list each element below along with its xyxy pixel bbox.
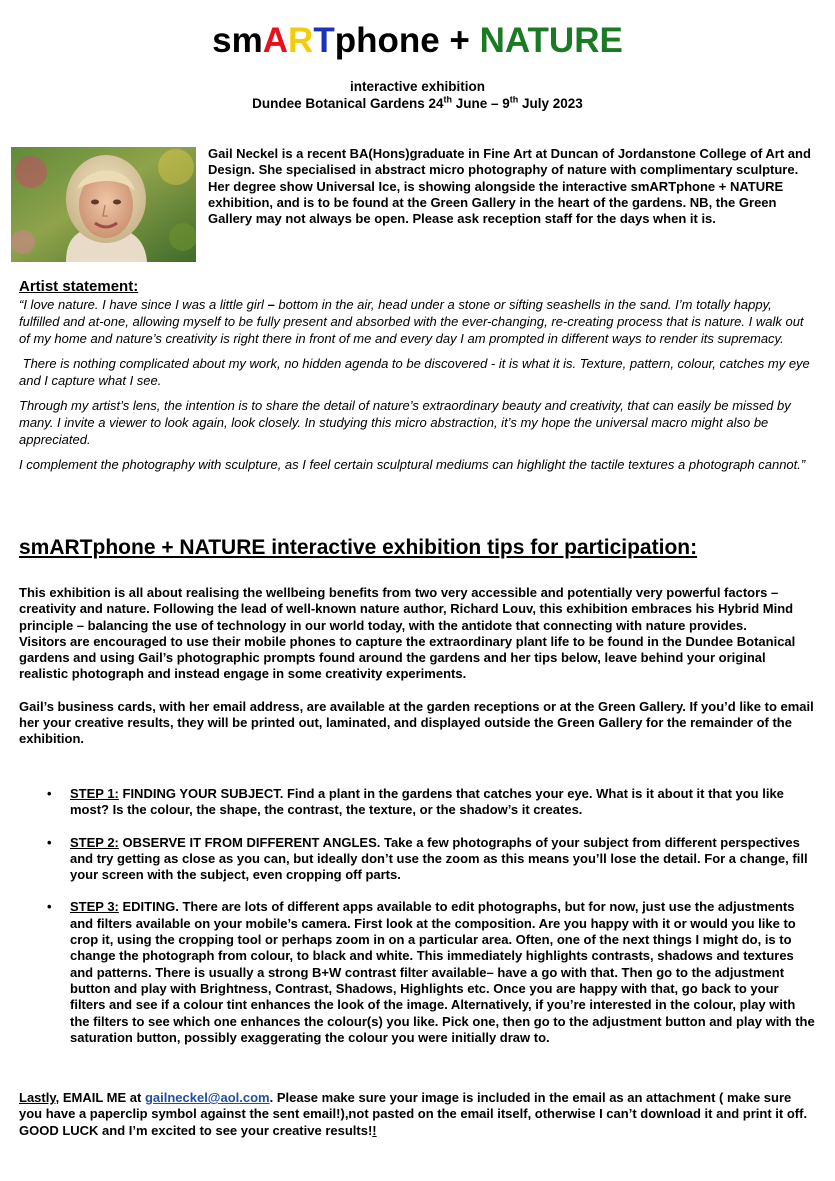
artist-portrait-image [11, 147, 196, 262]
statement-text: bottom in the air, head under a stone or sifting seashells in the sand. I’m totally happy, fulfilled and at-one, allowing myself to be fully present and absorbed with the ever-changing, re-creating process that is nature. I walk out of my home and nature’s creativity is right there in front of me and every day I am prompted in different ways to render its supremacy. [19, 297, 804, 346]
statement-text: “I love nature. I have since I was a little girl [19, 297, 268, 312]
step-text: EDITING. There are lots of different apps available to edit photographs, but for now, just use the adjustments and filters available on your mobile’s camera. First look at the composition. Are you happy with it or would you like to crop it, using the cropping tool or perhaps zoom in on a particular area. Often, one of the next things I might do, is to change the photograph from colour, to black and white. This immediately highlights contrasts, shadows and textures and patterns. There is usually a strong B+W contrast filter available– have a go with that. Then go to the adjustment button and play with Brightness, Contrast, Shadows, Highlights etc. Once you are happy with that, go back to your filters and see if a colour tint enhances the look of the image. Alternatively, if you’re interested in the colour, play with the filters to see which one enhances the colour(s) you like. Pick one, then go to the adjustment button and play with the saturation button, possibly exaggerating the colour you were initially draw to. [70, 899, 815, 1045]
artist-bio [208, 146, 813, 227]
intro-paragraph: Gail’s business cards, with her email address, are available at the garden receptions or at the Green Gallery. If you’d like to email her your creative results, they will be printed out, laminated, and displayed outside the Green Gallery for the remainder of the exhibition. [19, 698, 814, 747]
ordinal-suffix: th [443, 94, 452, 105]
bio-paragraph: Her degree show Universal Ice, is showing alongside the interactive smARTphone + NATURE exhibition, and is to be found at the Green Gallery in the heart of the gardens. NB, the Green Gallery may not always be open. Please ask reception staff for the days when it is. [208, 178, 784, 227]
title-part: A [262, 21, 289, 60]
list-item [47, 899, 815, 1046]
artist-statement-heading: Artist statement: [19, 278, 139, 295]
closing-text: . Please make sure your image is included in the email as an attachment ( make sure you have a paperclip symbol against the sent email!),not pasted on the email itself, otherwise I can’t download it and print it off. GOOD LUCK and I’m excited to see your creative results! [19, 1090, 808, 1138]
closing-paragraph [19, 1090, 814, 1139]
tips-heading: smARTphone + NATURE interactive exhibition tips for participation: [19, 536, 698, 559]
title-part: NATURE [479, 21, 623, 60]
title-part: phone + [334, 21, 480, 60]
bullet-icon: • [47, 899, 52, 915]
list-item [47, 834, 815, 884]
step-label: STEP 2: [70, 834, 119, 850]
email-link[interactable]: gailneckel@aol.com [144, 1090, 270, 1105]
tips-intro [19, 585, 814, 748]
statement-paragraph: There is nothing complicated about my work, no hidden agenda to be discovered - it is what it is. Texture, pattern, colour, catches my eye and I capture what I see. [19, 356, 814, 388]
bio-paragraph: Gail Neckel is a recent BA(Hons)graduate in Fine Art at Duncan of Jordanstone College of Art and Design. She specialised in abstract micro photography of nature with complimentary sculpture. [208, 146, 811, 178]
subtitle: interactive exhibition [349, 79, 486, 94]
date-text: July 2023 [518, 96, 583, 111]
page-title [0, 20, 835, 62]
intro-paragraph: Visitors are encouraged to use their mobile phones to capture the extraordinary plant life to be found in the Dundee Botanical gardens and using Gail’s photographic prompts found around the gardens and her tips below, leave behind your original realistic photograph and instead engage in some creativity experiments. [19, 633, 796, 682]
artist-statement [19, 296, 814, 481]
statement-dash: – [267, 297, 275, 312]
step-text: OBSERVE IT FROM DIFFERENT ANGLES. Take a few photographs of your subject from different perspectives and try getting as close as you can, but ideally don’t use the zoom as this means you’ll lose the detail. For a change, fill your screen with the subject, even cropping off parts. [70, 834, 808, 883]
statement-paragraph: I complement the photography with sculpture, as I feel certain sculptural mediums can highlight the tactile textures a photograph cannot.” [19, 457, 806, 472]
list-item [47, 786, 815, 819]
closing-exclamation: ! [372, 1122, 377, 1138]
location-dates [0, 95, 835, 112]
closing-text: EMAIL ME at [59, 1090, 145, 1105]
title-part: R [288, 21, 314, 60]
bullet-icon: • [47, 834, 52, 850]
step-label: STEP 1: [70, 786, 119, 801]
title-part: T [313, 21, 335, 60]
location-text: Dundee Botanical Gardens 24 [252, 96, 444, 111]
statement-paragraph: Through my artist’s lens, the intention is to share the detail of nature’s extraordinary beauty and creativity, that can easily be missed by many. I invite a viewer to look again, look closely. In studying this micro abstraction, it’s my hope the universal macro might also be appreciated. [19, 398, 791, 447]
title-part: sm [212, 21, 263, 60]
bullet-icon: • [47, 786, 52, 801]
statement-paragraph [19, 296, 814, 347]
ordinal-suffix: th [509, 94, 519, 105]
intro-paragraph: This exhibition is all about realising the wellbeing benefits from two very accessible and potentially very powerful factors – creativity and nature. Following the lead of well-known nature author, Richard Louv, this exhibition embraces his Hybrid Mind principle – balancing the use of technology in our world today, with the antidote that connecting with nature provides. [19, 585, 794, 633]
closing-lead: Lastly, [19, 1090, 60, 1105]
date-text: June – 9 [451, 96, 510, 111]
step-label: STEP 3: [70, 899, 119, 915]
steps-list [47, 786, 815, 1062]
step-text: FINDING YOUR SUBJECT. Find a plant in the gardens that catches your eye. What is it about it that you like most? Is the colour, the shape, the contrast, the texture, or the shadow’s it creates. [70, 786, 784, 818]
artist-photo [11, 147, 196, 262]
